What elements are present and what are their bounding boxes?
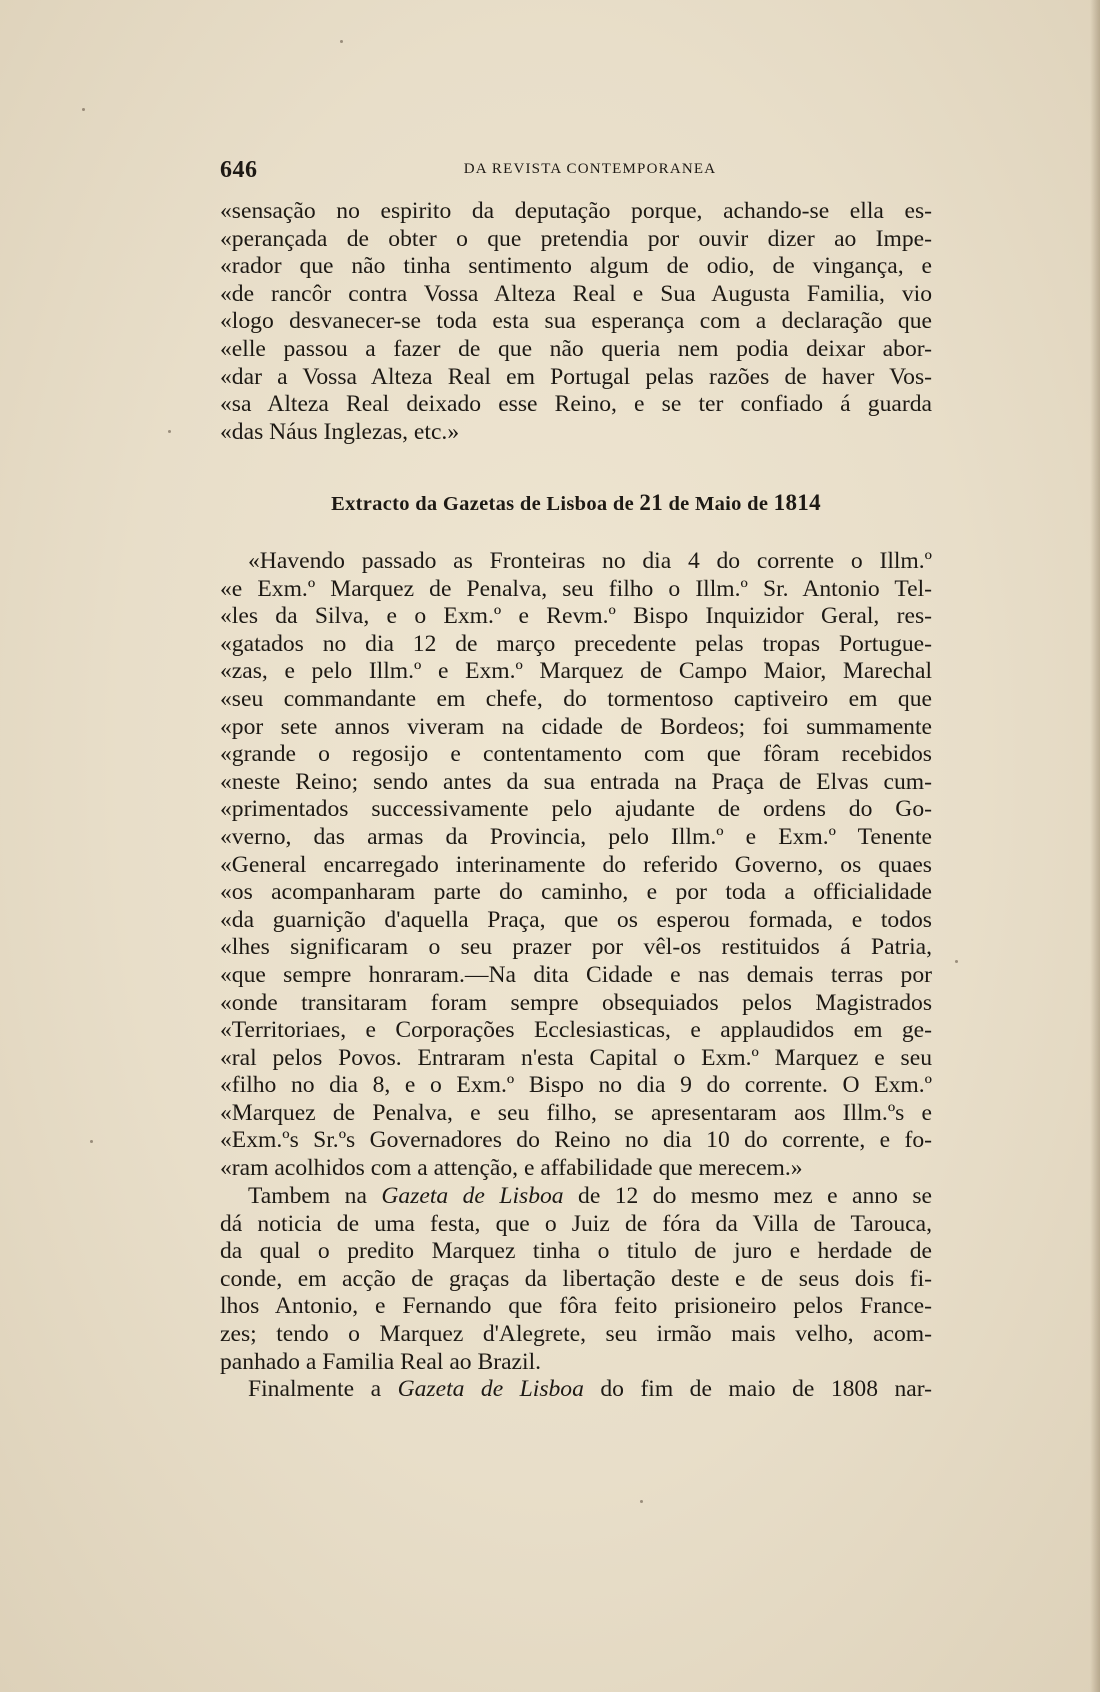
text-line: «seu commandante em chefe, do tormentoso captiveiro em que (220, 685, 932, 712)
section-heading-part: Extracto da Gazetas de Lisboa de (331, 493, 640, 515)
text-fragment: de 12 do mesmo mez e anno se (563, 1183, 932, 1209)
text-line: «les da Silva, e o Exm.º e Revm.º Bispo Inquizidor Geral, res- (220, 603, 932, 630)
newspaper-title: Gazeta de Lisboa (397, 1376, 584, 1403)
section-heading (220, 490, 932, 516)
text-line: «rador que não tinha sentimento algum de odio, de vingança, e (220, 253, 932, 280)
text-line: «verno, das armas da Provincia, pelo Illm.º e Exm.º Tenente (220, 823, 932, 850)
section-heading-year: 1814 (773, 490, 821, 515)
running-title: DA REVISTA CONTEMPORANEA (463, 161, 717, 177)
text-line: «e Exm.º Marquez de Penalva, seu filho o Illm.º Sr. Antonio Tel- (220, 575, 932, 602)
paper-speck (82, 108, 85, 111)
narrative-paragraph-1 (220, 1183, 932, 1404)
text-line: «de rancôr contra Vossa Alteza Real e Sua Augusta Familia, vio (220, 280, 932, 307)
text-line: da qual o predito Marquez tinha o titulo de juro e herdade de (220, 1238, 932, 1265)
text-fragment: Tambem na (248, 1183, 382, 1209)
text-line: «Exm.ºs Sr.ºs Governadores do Reino no dia 10 do corrente, e fo- (220, 1127, 932, 1154)
text-line: «gatados no dia 12 de março precedente pelas tropas Portugue- (220, 630, 932, 657)
paper-speck (90, 1140, 93, 1143)
page-number: 646 (220, 157, 258, 183)
text-line: «da guarnição d'aquella Praça, que os esperou formada, e todos (220, 906, 932, 933)
text-line: «zas, e pelo Illm.º e Exm.º Marquez de Campo Maior, Marechal (220, 658, 932, 685)
text-line (220, 1376, 932, 1404)
text-line: «neste Reino; sendo antes da sua entrada na Praça de Elvas cum- (220, 768, 932, 795)
section-heading-part: de Maio de (663, 493, 774, 515)
text-line: «das Náus Inglezas, etc.» (220, 418, 460, 445)
text-line: «onde transitaram foram sempre obsequiados pelos Magistrados (220, 989, 932, 1016)
text-line: zes; tendo o Marquez d'Alegrete, seu irmão mais velho, acom- (220, 1320, 932, 1347)
text-line: «ram acolhidos com a attenção, e affabilidade que merecem.» (220, 1155, 803, 1182)
section-heading-day: 21 (639, 490, 664, 515)
text-line: panhado a Familia Real ao Brazil. (220, 1348, 542, 1375)
paper-speck (168, 430, 171, 433)
text-line: «elle passou a fazer de que não queria nem podia deixar abor- (220, 335, 932, 362)
text-line: conde, em acção de graças da libertação deste e de seus dois fi- (220, 1265, 932, 1292)
paper-speck (640, 1500, 643, 1503)
text-line: «que sempre honraram.—Na dita Cidade e nas demais terras por (220, 961, 932, 988)
text-line: «ral pelos Povos. Entraram n'esta Capital o Exm.º Marquez e seu (220, 1044, 932, 1071)
text-line: «primentados successivamente pelo ajudante de ordens do Go- (220, 796, 932, 823)
page-edge-shadow (1090, 0, 1100, 1692)
text-line: «Territoriaes, e Corporações Ecclesiasticas, e applaudidos em ge- (220, 1017, 932, 1044)
text-line: «General encarregado interinamente do referido Governo, os quaes (220, 851, 932, 878)
text-line: «filho no dia 8, e o Exm.º Bispo no dia 9 do corrente. O Exm.º (220, 1072, 932, 1099)
newspaper-title: Gazeta de Lisboa (381, 1183, 564, 1209)
quoted-paragraph-1 (220, 198, 932, 446)
text-line: «perançada de obter o que pretendia por ouvir dizer ao Impe- (220, 225, 932, 252)
text-line: «logo desvanecer-se toda esta sua esperança com a declaração que (220, 308, 932, 335)
text-line: «grande o regosijo e contentamento com que fôram recebidos (220, 741, 932, 768)
text-line: «Marquez de Penalva, e seu filho, se apresentaram aos Illm.ºs e (220, 1099, 932, 1126)
text-line: «Havendo passado as Fronteiras no dia 4 do corrente o Illm.º (248, 548, 932, 574)
text-line: «por sete annos viveram na cidade de Bordeos; foi summamente (220, 713, 932, 740)
text-line: «os acompanharam parte do caminho, e por toda a officialidade (220, 879, 932, 906)
text-line: «sa Alteza Real deixado esse Reino, e se ter confiado á guarda (220, 391, 932, 418)
text-line: lhos Antonio, e Fernando que fôra feito prisioneiro pelos France- (220, 1293, 932, 1320)
text-line: dá noticia de uma festa, que o Juiz de fóra da Villa de Tarouca, (220, 1210, 932, 1237)
text-fragment: do fim de maio de 1808 nar- (583, 1376, 932, 1403)
paper-speck (340, 40, 343, 43)
text-fragment: Finalmente a (248, 1376, 398, 1403)
text-line: «sensação no espirito da deputação porque, achando-se ella es- (220, 198, 932, 224)
quoted-paragraph-2 (220, 548, 932, 1183)
text-line (220, 1183, 932, 1211)
page-header (220, 155, 930, 185)
text-line: «dar a Vossa Alteza Real em Portugal pelas razões de haver Vos- (220, 363, 932, 390)
paper-speck (955, 960, 958, 963)
text-line: «lhes significaram o seu prazer por vêl-os restituidos á Patria, (220, 934, 932, 961)
